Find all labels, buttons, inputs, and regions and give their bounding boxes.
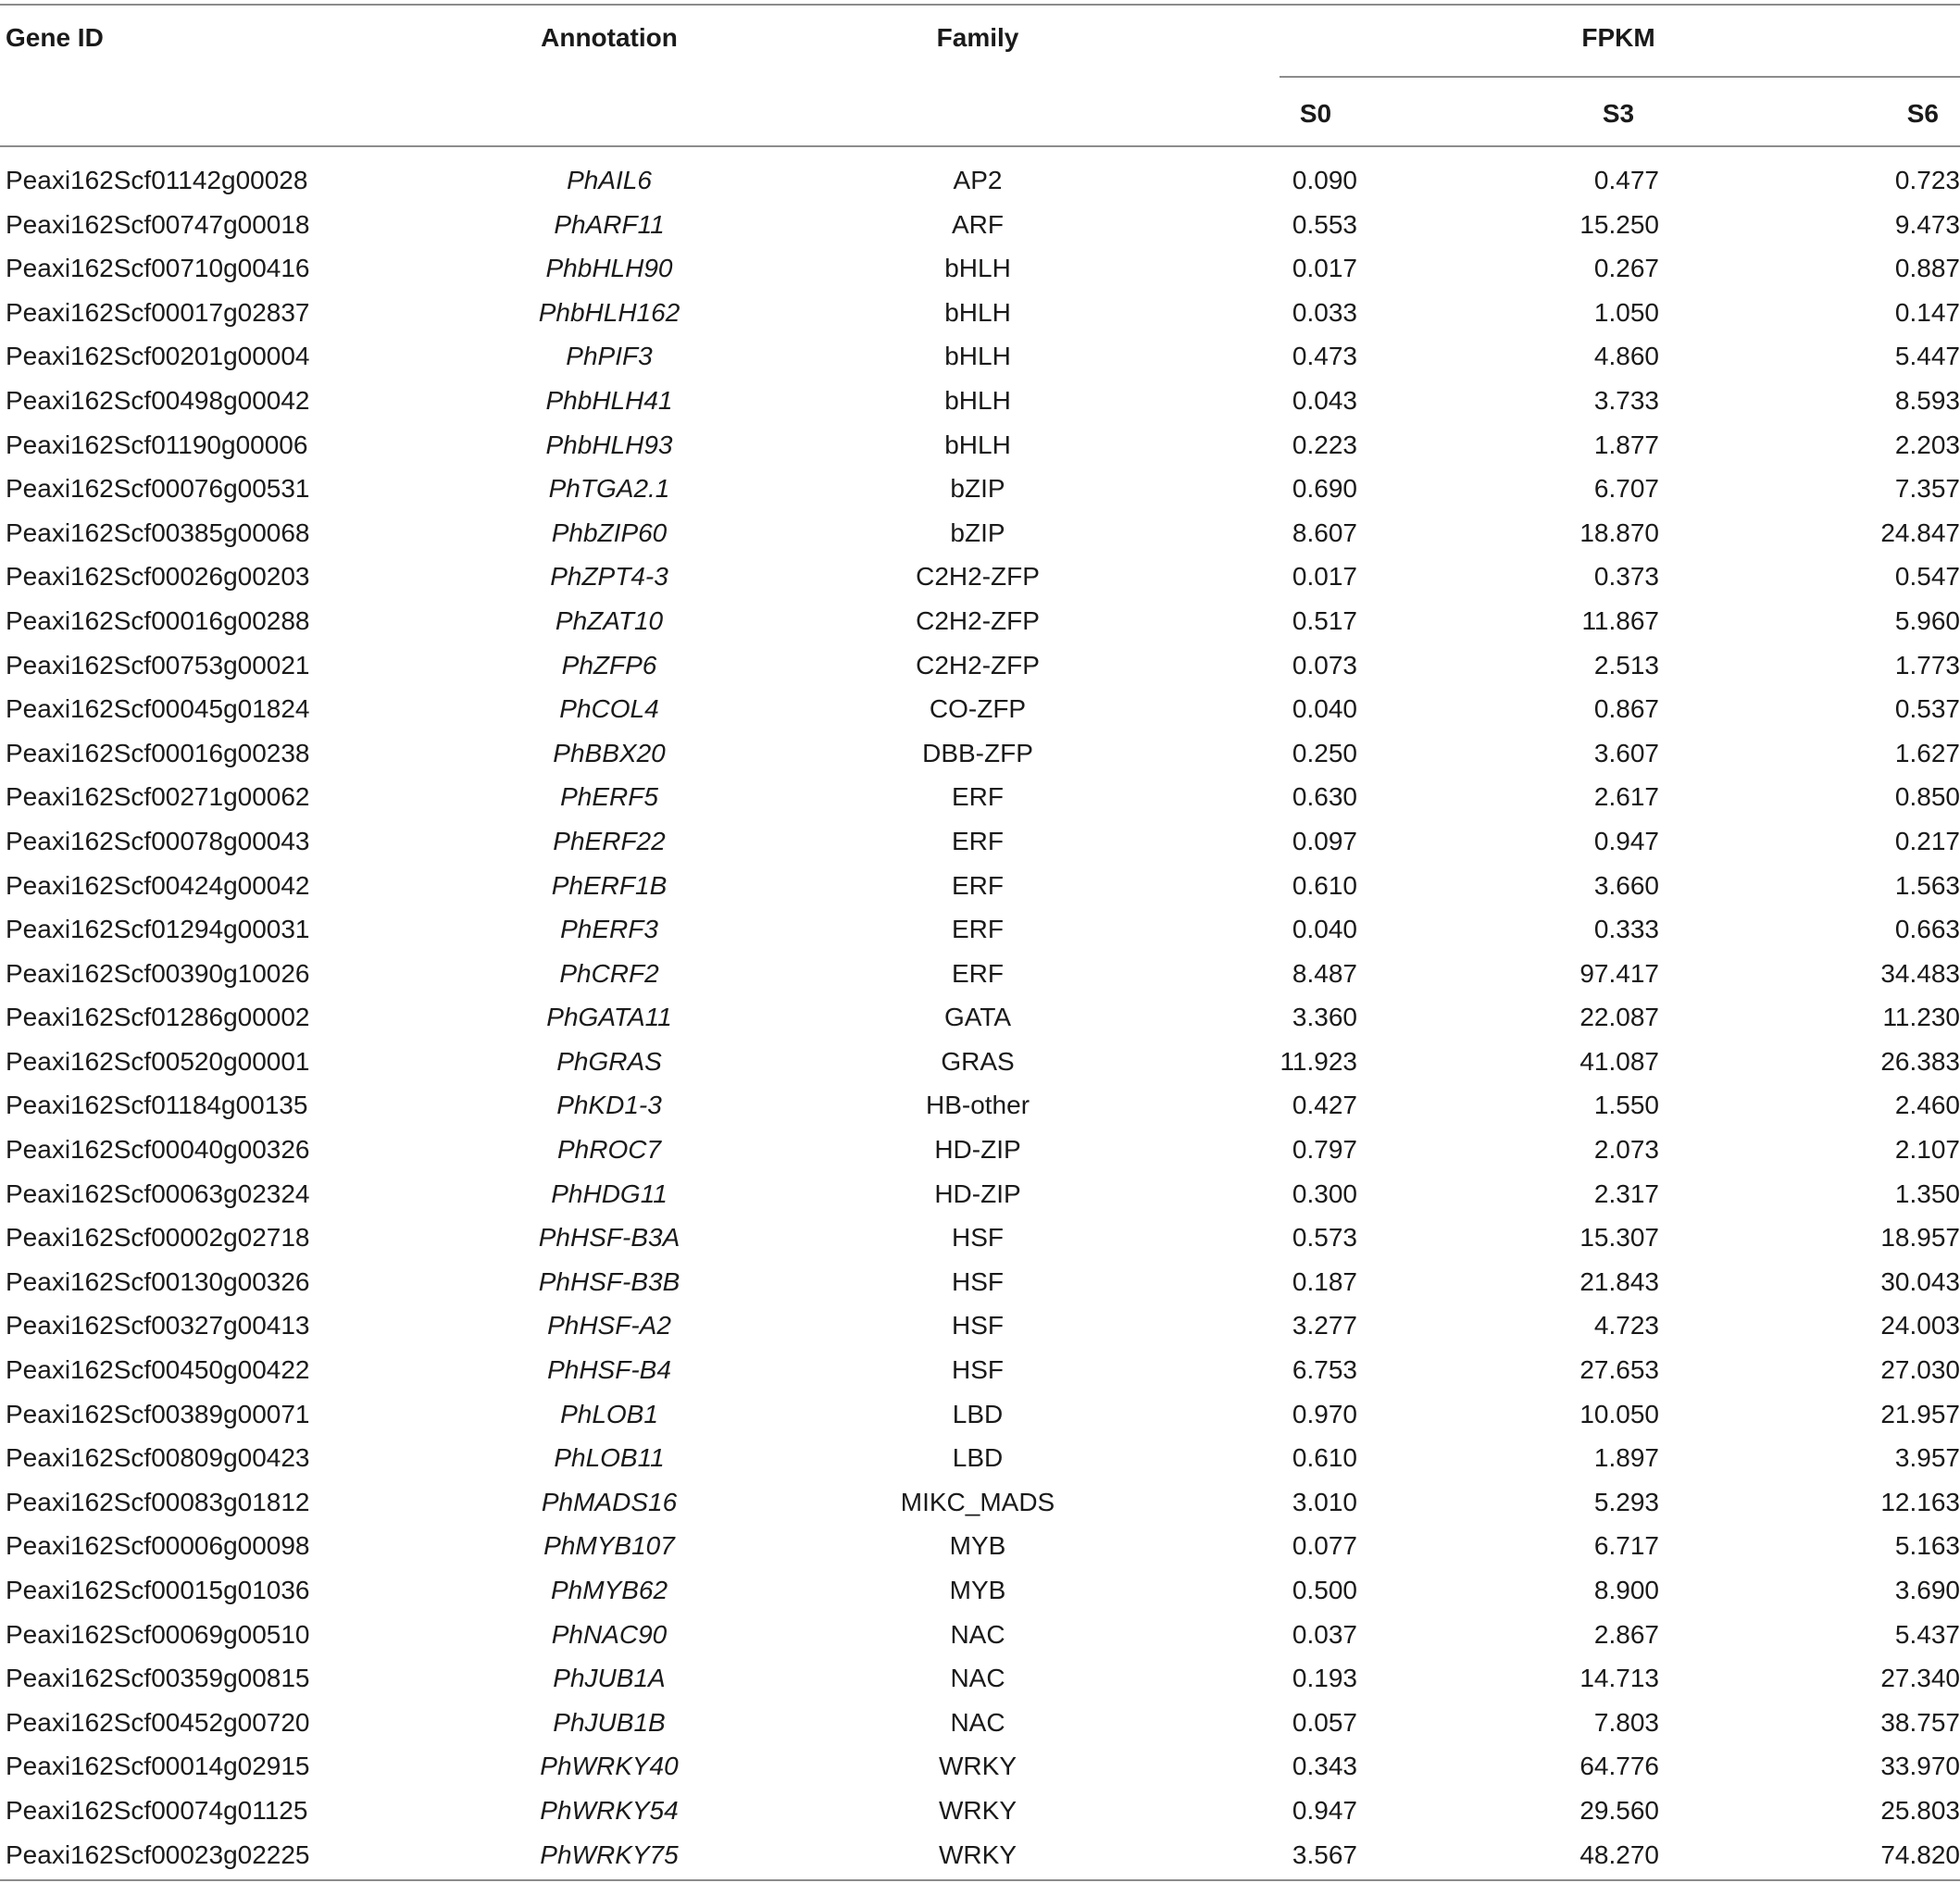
cell-fpkm-s3: 10.050 <box>1579 1399 1659 1428</box>
cell-fpkm-s0: 0.500 <box>1292 1576 1357 1604</box>
cell-family: HD-ZIP <box>934 1178 1021 1208</box>
cell-annotation: PhERF1B <box>551 870 668 900</box>
table-row <box>0 1087 1960 1131</box>
cell-fpkm-s0: 3.360 <box>1292 1003 1357 1032</box>
cell-annotation: PhERF22 <box>553 826 666 855</box>
header-s3: S3 <box>1602 99 1635 128</box>
cell-gene-id: Peaxi162Scf00016g00288 <box>6 605 310 635</box>
cell-annotation: PhAIL6 <box>567 166 652 194</box>
table-row <box>0 1264 1960 1308</box>
cell-family: HB-other <box>925 1091 1030 1120</box>
cell-family: ERF <box>952 826 1004 855</box>
cell-fpkm-s0: 0.040 <box>1292 915 1357 944</box>
cell-fpkm-s0: 0.223 <box>1292 430 1357 459</box>
table-row <box>0 1131 1960 1176</box>
cell-gene-id: Peaxi162Scf01294g00031 <box>6 915 310 944</box>
cell-fpkm-s0: 8.487 <box>1292 958 1357 988</box>
cell-fpkm-s3: 5.293 <box>1593 1487 1659 1516</box>
cell-annotation: PhbHLH90 <box>545 254 673 283</box>
cell-fpkm-s6: 27.340 <box>1880 1664 1960 1693</box>
cell-fpkm-s0: 0.017 <box>1292 562 1357 592</box>
cell-fpkm-s3: 22.087 <box>1579 1003 1659 1032</box>
cell-family: bHLH <box>944 385 1011 415</box>
cell-gene-id: Peaxi162Scf00017g02837 <box>6 297 310 327</box>
cell-fpkm-s6: 5.447 <box>1894 342 1960 371</box>
cell-fpkm-s6: 11.230 <box>1882 1003 1960 1032</box>
cell-fpkm-s6: 1.350 <box>1894 1178 1960 1208</box>
cell-gene-id: Peaxi162Scf00498g00042 <box>6 385 310 415</box>
table-row <box>0 911 1960 955</box>
cell-family: ERF <box>952 870 1004 900</box>
cell-fpkm-s3: 29.560 <box>1579 1795 1659 1825</box>
cell-gene-id: Peaxi162Scf00016g00238 <box>6 738 310 767</box>
cell-fpkm-s6: 0.850 <box>1894 782 1960 812</box>
cell-fpkm-s3: 15.307 <box>1579 1223 1659 1253</box>
cell-gene-id: Peaxi162Scf00710g00416 <box>6 254 310 283</box>
table-row <box>0 955 1960 1000</box>
cell-fpkm-s0: 0.043 <box>1292 385 1357 415</box>
cell-annotation: PhERF5 <box>560 782 658 812</box>
table-row <box>0 1176 1960 1220</box>
cell-annotation: PhHSF-B3A <box>538 1223 680 1253</box>
cell-annotation: PhHSF-B4 <box>547 1355 671 1385</box>
cell-fpkm-s6: 1.627 <box>1894 738 1960 767</box>
cell-family: ERF <box>952 915 1004 944</box>
cell-gene-id: Peaxi162Scf00452g00720 <box>6 1707 310 1737</box>
cell-fpkm-s0: 0.797 <box>1292 1135 1357 1165</box>
cell-family: bHLH <box>944 297 1011 327</box>
cell-annotation: PhWRKY75 <box>540 1839 679 1869</box>
table-body <box>0 162 1960 1880</box>
cell-fpkm-s3: 11.867 <box>1581 605 1659 635</box>
cell-fpkm-s0: 3.567 <box>1292 1839 1357 1869</box>
cell-family: MYB <box>949 1576 1006 1604</box>
cell-fpkm-s6: 9.473 <box>1894 209 1960 239</box>
cell-gene-id: Peaxi162Scf00424g00042 <box>6 870 310 900</box>
cell-fpkm-s6: 34.483 <box>1880 958 1960 988</box>
cell-family: CO-ZFP <box>929 694 1027 724</box>
table-row <box>0 603 1960 647</box>
table-row <box>0 1704 1960 1749</box>
cell-fpkm-s6: 2.203 <box>1894 430 1960 459</box>
cell-annotation: PhMYB62 <box>550 1576 668 1604</box>
cell-fpkm-s0: 0.090 <box>1292 166 1357 194</box>
cell-fpkm-s3: 3.660 <box>1593 870 1659 900</box>
cell-family: AP2 <box>953 166 1003 194</box>
cell-family: MIKC_MADS <box>900 1487 1055 1516</box>
cell-fpkm-s0: 0.057 <box>1292 1707 1357 1737</box>
cell-fpkm-s0: 8.607 <box>1292 518 1357 547</box>
cell-fpkm-s3: 0.867 <box>1593 694 1659 724</box>
cell-family: WRKY <box>939 1839 1017 1869</box>
cell-fpkm-s3: 0.373 <box>1593 562 1659 592</box>
table-row <box>0 691 1960 735</box>
cell-fpkm-s0: 0.970 <box>1292 1399 1357 1428</box>
table-row <box>0 1396 1960 1440</box>
cell-family: bHLH <box>944 430 1011 459</box>
cell-family: LBD <box>952 1399 1004 1428</box>
cell-gene-id: Peaxi162Scf00076g00531 <box>6 474 310 504</box>
cell-fpkm-s0: 0.187 <box>1292 1266 1357 1296</box>
table-row <box>0 1440 1960 1484</box>
cell-fpkm-s6: 3.690 <box>1894 1576 1960 1604</box>
cell-family: bZIP <box>950 474 1005 504</box>
cell-fpkm-s0: 0.610 <box>1292 1443 1357 1473</box>
cell-fpkm-s3: 2.867 <box>1593 1619 1659 1649</box>
table-row <box>0 1748 1960 1792</box>
cell-fpkm-s0: 0.037 <box>1292 1619 1357 1649</box>
cell-gene-id: Peaxi162Scf00063g02324 <box>6 1178 310 1208</box>
header-fpkm: FPKM <box>1581 23 1655 52</box>
cell-fpkm-s6: 0.147 <box>1894 297 1960 327</box>
cell-fpkm-s0: 0.427 <box>1292 1091 1357 1120</box>
cell-annotation: PhNAC90 <box>551 1619 668 1649</box>
header-s6: S6 <box>1906 99 1939 128</box>
cell-gene-id: Peaxi162Scf00026g00203 <box>6 562 310 592</box>
cell-gene-id: Peaxi162Scf00006g00098 <box>6 1531 310 1561</box>
header-annotation: Annotation <box>541 23 678 52</box>
cell-gene-id: Peaxi162Scf00045g01824 <box>6 694 310 724</box>
cell-family: NAC <box>950 1619 1005 1649</box>
cell-gene-id: Peaxi162Scf01286g00002 <box>6 1003 310 1032</box>
cell-fpkm-s3: 14.713 <box>1579 1664 1659 1693</box>
cell-fpkm-s3: 2.317 <box>1593 1178 1659 1208</box>
table-row <box>0 779 1960 823</box>
cell-fpkm-s3: 1.550 <box>1593 1091 1659 1120</box>
cell-annotation: PhbHLH93 <box>545 430 673 459</box>
cell-family: HSF <box>952 1266 1004 1296</box>
cell-fpkm-s6: 0.217 <box>1894 826 1960 855</box>
cell-family: C2H2-ZFP <box>916 562 1040 592</box>
cell-fpkm-s3: 6.707 <box>1593 474 1659 504</box>
table-row <box>0 515 1960 559</box>
cell-family: bZIP <box>950 518 1005 547</box>
cell-family: GRAS <box>941 1046 1015 1076</box>
cell-fpkm-s0: 11.923 <box>1280 1046 1357 1076</box>
cell-fpkm-s6: 0.663 <box>1894 915 1960 944</box>
cell-annotation: PhHSF-A2 <box>547 1311 671 1341</box>
cell-annotation: PhJUB1A <box>553 1664 666 1693</box>
table-header-rule <box>0 145 1960 147</box>
cell-fpkm-s3: 48.270 <box>1579 1839 1659 1869</box>
cell-family: ARF <box>952 209 1004 239</box>
cell-annotation: PhLOB1 <box>560 1399 658 1428</box>
cell-family: ERF <box>952 782 1004 812</box>
cell-fpkm-s0: 6.753 <box>1292 1355 1357 1385</box>
cell-fpkm-s3: 7.803 <box>1593 1707 1659 1737</box>
cell-annotation: PhHSF-B3B <box>538 1266 680 1296</box>
cell-annotation: PhMADS16 <box>541 1487 678 1516</box>
cell-gene-id: Peaxi162Scf00002g02718 <box>6 1223 310 1253</box>
cell-family: WRKY <box>939 1795 1017 1825</box>
cell-gene-id: Peaxi162Scf00359g00815 <box>6 1664 310 1693</box>
table-row <box>0 250 1960 294</box>
cell-annotation: PhZFP6 <box>561 650 657 680</box>
cell-fpkm-s3: 3.607 <box>1593 738 1659 767</box>
cell-fpkm-s3: 1.877 <box>1593 430 1659 459</box>
cell-annotation: PhARF11 <box>554 209 665 239</box>
table-row <box>0 1792 1960 1837</box>
cell-gene-id: Peaxi162Scf00014g02915 <box>6 1752 310 1781</box>
table-row <box>0 867 1960 912</box>
cell-annotation: PhERF3 <box>560 915 658 944</box>
table-row <box>0 735 1960 779</box>
cell-annotation: PhROC7 <box>556 1135 662 1165</box>
cell-fpkm-s6: 8.593 <box>1894 385 1960 415</box>
cell-annotation: PhGATA11 <box>546 1003 672 1032</box>
table-row <box>0 1837 1960 1881</box>
cell-fpkm-s6: 24.847 <box>1880 518 1960 547</box>
cell-fpkm-s6: 0.547 <box>1894 562 1960 592</box>
cell-fpkm-s6: 1.773 <box>1894 650 1960 680</box>
cell-fpkm-s6: 21.957 <box>1880 1399 1960 1428</box>
cell-fpkm-s0: 0.097 <box>1292 826 1357 855</box>
cell-fpkm-s0: 0.573 <box>1292 1223 1357 1253</box>
cell-fpkm-s3: 0.947 <box>1593 826 1659 855</box>
cell-fpkm-s3: 4.860 <box>1593 342 1659 371</box>
cell-gene-id: Peaxi162Scf01184g00135 <box>6 1091 308 1120</box>
cell-family: NAC <box>950 1664 1005 1693</box>
cell-annotation: PhbHLH41 <box>545 385 673 415</box>
cell-gene-id: Peaxi162Scf00130g00326 <box>6 1266 310 1296</box>
table-row <box>0 338 1960 382</box>
cell-fpkm-s6: 38.757 <box>1880 1707 1960 1737</box>
cell-fpkm-s3: 4.723 <box>1593 1311 1659 1341</box>
table-row <box>0 1616 1960 1661</box>
cell-family: GATA <box>943 1003 1012 1032</box>
table-row <box>0 558 1960 603</box>
cell-gene-id: Peaxi162Scf00450g00422 <box>6 1355 310 1385</box>
cell-family: bHLH <box>944 342 1011 371</box>
cell-family: MYB <box>949 1531 1006 1561</box>
table-row <box>0 427 1960 471</box>
cell-family: WRKY <box>939 1752 1017 1781</box>
cell-family: C2H2-ZFP <box>916 650 1040 680</box>
cell-fpkm-s3: 21.843 <box>1579 1266 1659 1296</box>
cell-fpkm-s0: 0.033 <box>1292 297 1357 327</box>
cell-fpkm-s6: 5.960 <box>1894 605 1960 635</box>
cell-family: ERF <box>952 958 1004 988</box>
table-row <box>0 999 1960 1043</box>
cell-annotation: PhbZIP60 <box>551 518 668 547</box>
cell-fpkm-s3: 64.776 <box>1579 1752 1659 1781</box>
cell-fpkm-s6: 27.030 <box>1880 1355 1960 1385</box>
cell-annotation: PhTGA2.1 <box>548 474 670 504</box>
cell-fpkm-s0: 0.517 <box>1292 605 1357 635</box>
cell-fpkm-s0: 0.630 <box>1292 782 1357 812</box>
cell-gene-id: Peaxi162Scf00520g00001 <box>6 1046 310 1076</box>
cell-fpkm-s6: 33.970 <box>1880 1752 1960 1781</box>
table-row <box>0 1660 1960 1704</box>
cell-gene-id: Peaxi162Scf00385g00068 <box>6 518 310 547</box>
cell-gene-id: Peaxi162Scf00069g00510 <box>6 1619 310 1649</box>
cell-annotation: PhZAT10 <box>555 605 664 635</box>
cell-fpkm-s0: 0.017 <box>1292 254 1357 283</box>
cell-family: C2H2-ZFP <box>916 605 1040 635</box>
cell-annotation: PhLOB11 <box>554 1443 665 1473</box>
fpkm-group-rule <box>1280 76 1960 78</box>
cell-gene-id: Peaxi162Scf00271g00062 <box>6 782 310 812</box>
cell-family: bHLH <box>944 254 1011 283</box>
cell-fpkm-s6: 0.887 <box>1894 254 1960 283</box>
cell-fpkm-s6: 24.003 <box>1880 1311 1960 1341</box>
cell-fpkm-s3: 6.717 <box>1593 1531 1659 1561</box>
header-family: Family <box>936 23 1019 52</box>
cell-annotation: PhWRKY54 <box>540 1795 679 1825</box>
cell-fpkm-s0: 0.073 <box>1292 650 1357 680</box>
cell-fpkm-s0: 0.610 <box>1292 870 1357 900</box>
header-gene-id: Gene ID <box>6 23 104 52</box>
cell-fpkm-s3: 2.073 <box>1593 1135 1659 1165</box>
table-row <box>0 382 1960 427</box>
cell-gene-id: Peaxi162Scf00023g02225 <box>6 1839 310 1869</box>
cell-family: DBB-ZFP <box>922 738 1033 767</box>
cell-fpkm-s0: 0.193 <box>1292 1664 1357 1693</box>
cell-fpkm-s6: 2.460 <box>1894 1091 1960 1120</box>
cell-annotation: PhHDG11 <box>551 1178 668 1208</box>
cell-fpkm-s0: 3.010 <box>1292 1487 1357 1516</box>
table-row <box>0 1528 1960 1572</box>
cell-fpkm-s3: 0.333 <box>1593 915 1659 944</box>
cell-family: NAC <box>950 1707 1005 1737</box>
cell-gene-id: Peaxi162Scf00389g00071 <box>6 1399 310 1428</box>
cell-fpkm-s0: 3.277 <box>1292 1311 1357 1341</box>
cell-annotation: PhbHLH162 <box>538 297 680 327</box>
cell-annotation: PhMYB107 <box>543 1531 675 1561</box>
table-row <box>0 1043 1960 1088</box>
cell-annotation: PhBBX20 <box>553 738 666 767</box>
cell-fpkm-s3: 8.900 <box>1593 1576 1659 1604</box>
table-row <box>0 1484 1960 1528</box>
cell-fpkm-s3: 15.250 <box>1579 209 1659 239</box>
cell-fpkm-s0: 0.300 <box>1292 1178 1357 1208</box>
table-row <box>0 206 1960 251</box>
cell-annotation: PhWRKY40 <box>540 1752 679 1781</box>
table-row <box>0 294 1960 339</box>
cell-fpkm-s0: 0.250 <box>1292 738 1357 767</box>
table-row <box>0 1307 1960 1352</box>
cell-fpkm-s0: 0.690 <box>1292 474 1357 504</box>
cell-fpkm-s3: 1.897 <box>1593 1443 1659 1473</box>
cell-gene-id: Peaxi162Scf00201g00004 <box>6 342 310 371</box>
cell-fpkm-s0: 0.343 <box>1292 1752 1357 1781</box>
cell-fpkm-s0: 0.077 <box>1292 1531 1357 1561</box>
cell-fpkm-s0: 0.473 <box>1292 342 1357 371</box>
cell-fpkm-s3: 1.050 <box>1593 297 1659 327</box>
cell-fpkm-s6: 7.357 <box>1894 474 1960 504</box>
cell-fpkm-s3: 2.617 <box>1593 782 1659 812</box>
cell-fpkm-s6: 12.163 <box>1880 1487 1960 1516</box>
cell-annotation: PhGRAS <box>556 1046 662 1076</box>
cell-fpkm-s3: 97.417 <box>1579 958 1659 988</box>
cell-fpkm-s6: 3.957 <box>1894 1443 1960 1473</box>
cell-gene-id: Peaxi162Scf00753g00021 <box>6 650 310 680</box>
table-row <box>0 1219 1960 1264</box>
header-s0: S0 <box>1299 99 1332 128</box>
cell-fpkm-s3: 18.870 <box>1579 518 1659 547</box>
cell-fpkm-s6: 30.043 <box>1880 1266 1960 1296</box>
cell-fpkm-s6: 5.163 <box>1894 1531 1960 1561</box>
cell-fpkm-s6: 74.820 <box>1880 1839 1960 1869</box>
cell-annotation: PhZPT4-3 <box>550 562 668 592</box>
cell-family: HD-ZIP <box>934 1135 1021 1165</box>
table-row <box>0 162 1960 206</box>
cell-fpkm-s6: 25.803 <box>1880 1795 1960 1825</box>
table-row <box>0 823 1960 867</box>
cell-fpkm-s6: 2.107 <box>1894 1135 1960 1165</box>
table-row <box>0 470 1960 515</box>
table-row <box>0 1572 1960 1616</box>
cell-family: HSF <box>952 1311 1004 1341</box>
cell-gene-id: Peaxi162Scf00083g01812 <box>6 1487 310 1516</box>
table-top-rule <box>0 4 1960 6</box>
cell-gene-id: Peaxi162Scf00747g00018 <box>6 209 310 239</box>
cell-annotation: PhCRF2 <box>559 958 659 988</box>
cell-fpkm-s3: 41.087 <box>1579 1046 1659 1076</box>
table-row <box>0 647 1960 692</box>
cell-gene-id: Peaxi162Scf01190g00006 <box>6 430 308 459</box>
cell-fpkm-s0: 0.553 <box>1292 209 1357 239</box>
cell-fpkm-s3: 0.267 <box>1593 254 1659 283</box>
cell-gene-id: Peaxi162Scf00327g00413 <box>6 1311 310 1341</box>
cell-fpkm-s6: 0.537 <box>1894 694 1960 724</box>
cell-fpkm-s3: 0.477 <box>1593 166 1659 194</box>
cell-fpkm-s3: 27.653 <box>1579 1355 1659 1385</box>
cell-gene-id: Peaxi162Scf00390g10026 <box>6 958 310 988</box>
table-row <box>0 1352 1960 1396</box>
cell-gene-id: Peaxi162Scf00078g00043 <box>6 826 310 855</box>
cell-fpkm-s6: 1.563 <box>1894 870 1960 900</box>
cell-gene-id: Peaxi162Scf00015g01036 <box>6 1576 310 1604</box>
cell-family: LBD <box>952 1443 1004 1473</box>
cell-annotation: PhKD1-3 <box>556 1091 662 1120</box>
cell-fpkm-s3: 3.733 <box>1593 385 1659 415</box>
cell-gene-id: Peaxi162Scf00809g00423 <box>6 1443 310 1473</box>
cell-fpkm-s6: 18.957 <box>1880 1223 1960 1253</box>
cell-annotation: PhPIF3 <box>566 342 653 371</box>
cell-gene-id: Peaxi162Scf00074g01125 <box>6 1795 308 1825</box>
cell-fpkm-s6: 5.437 <box>1894 1619 1960 1649</box>
cell-fpkm-s3: 2.513 <box>1593 650 1659 680</box>
cell-gene-id: Peaxi162Scf00040g00326 <box>6 1135 310 1165</box>
cell-fpkm-s0: 0.040 <box>1292 694 1357 724</box>
cell-fpkm-s0: 0.947 <box>1292 1795 1357 1825</box>
cell-family: HSF <box>952 1223 1004 1253</box>
cell-annotation: PhJUB1B <box>553 1707 666 1737</box>
cell-family: HSF <box>952 1355 1004 1385</box>
cell-fpkm-s6: 26.383 <box>1880 1046 1960 1076</box>
cell-fpkm-s6: 0.723 <box>1894 166 1960 194</box>
cell-gene-id: Peaxi162Scf01142g00028 <box>6 166 308 194</box>
cell-annotation: PhCOL4 <box>559 694 659 724</box>
